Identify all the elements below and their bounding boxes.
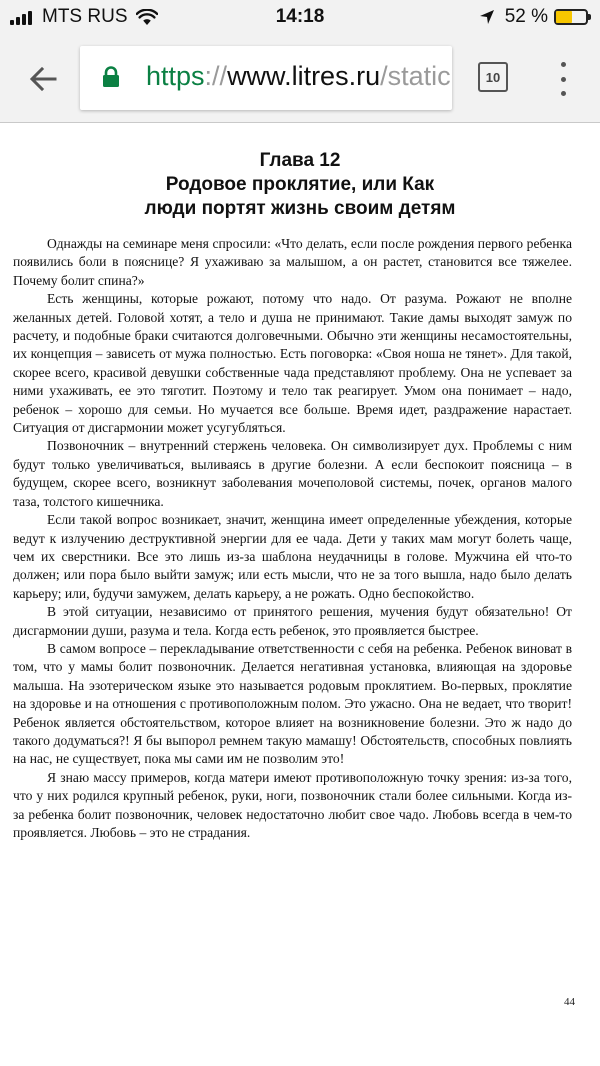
page-number: 44 — [564, 996, 575, 1008]
body-text — [13, 235, 572, 842]
url-text[interactable] — [146, 61, 451, 92]
url-separator: :// — [204, 61, 228, 91]
overflow-menu-button[interactable] — [552, 62, 574, 96]
browser-toolbar — [0, 36, 600, 123]
lock-icon — [102, 66, 120, 88]
clock: 14:18 — [275, 6, 325, 27]
paragraph: В этой ситуации, независимо от принятого решения, мучения будут обязательно! От дисгармонии души, разума и тела. Когда есть ребенок, это проявляется быстрее. — [13, 604, 572, 638]
url-scheme: https — [146, 61, 205, 91]
chapter-number: Глава 12 — [259, 150, 341, 171]
chapter-heading — [0, 149, 600, 221]
paragraph: Если такой вопрос возникает, значит, женщина имеет определенные убеждения, которые ведут к излучению деструктивной энергии для ее чада. Дети у таких мам могут болеть чаще, чем их сверстники. Все это лишь из-за шаблона неудачницы в голове. Мужчина ей что-то должен; или пора было выйти замуж; или есть мысли, что не за того вышла, надо было делать карьеру; или, будучи замужем, делать карьеру, а не рожать. Одно беспокойство. — [13, 512, 572, 601]
status-bar — [0, 0, 600, 36]
address-bar[interactable] — [80, 46, 452, 110]
location-arrow-icon — [479, 9, 495, 25]
battery-percent: 52 % — [504, 6, 548, 27]
battery-icon — [554, 9, 588, 25]
tab-switcher-button[interactable]: 10 — [478, 62, 508, 92]
url-path: /static — [380, 61, 451, 91]
chapter-title-line-2: люди портят жизнь своим детям — [144, 198, 456, 219]
chapter-title-line-1: Родовое проклятие, или Как — [165, 174, 435, 195]
status-right — [479, 6, 588, 28]
paragraph: Я знаю массу примеров, когда матери имеют противоположную точку зрения: из-за того, что у них родился крупный ребенок, руки, ноги, позвоночник стали более сильными. Когда из-за ребенка болит позвоночник, человек недостаточно любит свое чадо. Любовь всегда в чем-то проявляется. Любовь – это не страдания. — [13, 769, 572, 840]
paragraph: В самом вопросе – перекладывание ответственности с себя на ребенка. Ребенок виноват в том, что у мамы болит позвоночник. Делается негативная установка, влияющая на здоровье малыша. На эзотерическом языке это называется родовым проклятием. Во-первых, проклятие на здоровье и на отношения с противоположным полом. Это ужасно. Она не ведает, что творит! Ребенок является обстоятельством, которое влияет на возникновение болезни. Это ж надо до такого додуматься?! Я бы выпорол ремнем такую мамашу! Обстоятельств, способных повлиять на нас, не существует, пока мы сами им не позволим это! — [13, 640, 572, 767]
back-button[interactable] — [18, 56, 68, 102]
document-page — [0, 123, 600, 1066]
paragraph: Есть женщины, которые рожают, потому что надо. От разума. Рожают не вполне желанных детей. Головой хотят, а тело и душа не принимают. Такие дамы выходят замуж по расчету, и подобные браки считаются долговечными. Обычно эти женщины несамостоятельны, их концепция – зависеть от мужа полностью. Есть поговорка: «Своя ноша не тянет». Для такой, скорее всего, красивой девушки собственные чада представляют проблему. Она не успевает за ними ухаживать, ее это тяготит. Поэтому и тело так реагирует. Умом она понимает – надо, ребенок – хорошо для семьи. Но мучается все больше. Время идет, раздражение нарастает. Ситуация от дисгармонии может усугубляться. — [13, 291, 572, 436]
carrier-name: MTS RUS — [42, 6, 128, 27]
menu-dot-icon — [561, 77, 566, 82]
battery-level-fill — [556, 11, 572, 23]
arrow-left-icon — [29, 67, 57, 91]
paragraph: Позвоночник – внутренний стержень человека. Он символизирует дух. Проблемы с ним будут только увеличиваться, выливаясь в другие болезни. А если беспокоит поясница – в будущем, скорее всего, возникнут заболевания мочеполовой системы, почек, органов малого таза, толстого кишечника. — [13, 438, 572, 509]
url-host: www.litres.ru — [227, 61, 381, 91]
menu-dot-icon — [561, 62, 566, 67]
paragraph: Однажды на семинаре меня спросили: «Что делать, если после рождения первого ребенка появились боли в пояснице? Я ухаживаю за малышом, а он растет, становится все тяжелее. Почему болит спина?» — [13, 236, 572, 288]
menu-dot-icon — [561, 91, 566, 96]
